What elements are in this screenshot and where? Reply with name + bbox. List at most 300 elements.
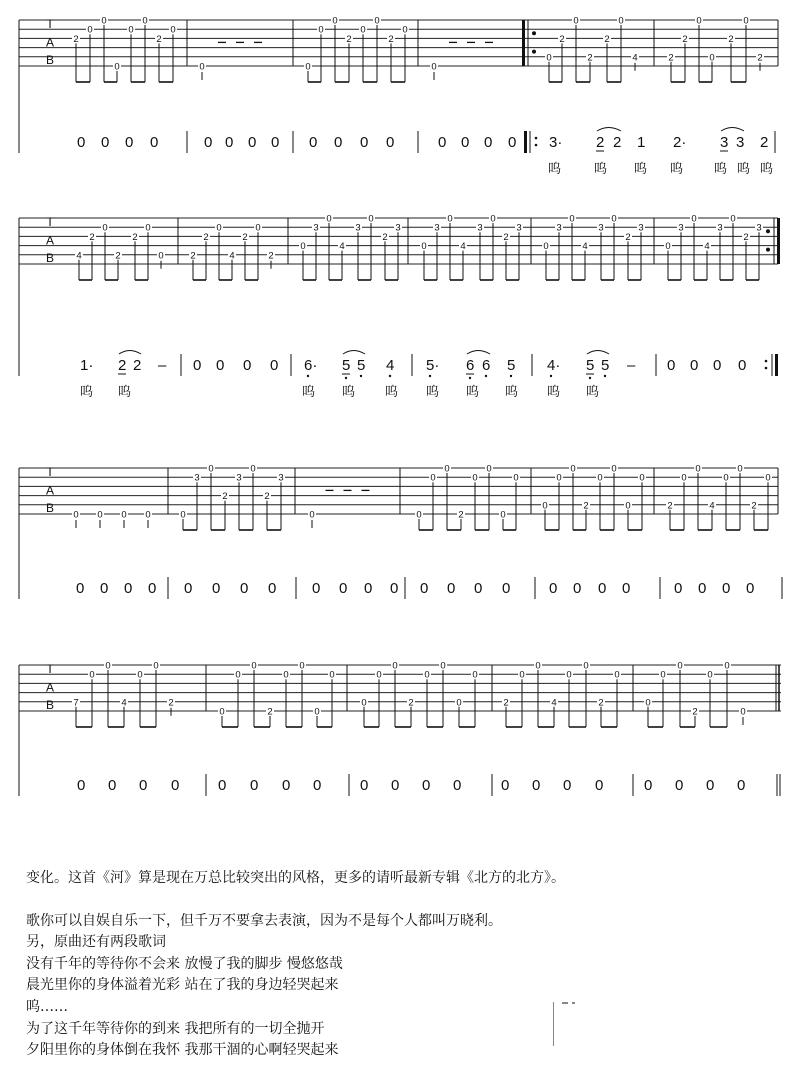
lyric-syllable: 呜 [302,384,316,399]
jianpu-note: 0 [334,134,343,151]
jianpu-note: 0 [309,134,318,151]
lower-octave-dot [604,375,606,377]
fret-number: 0 [570,463,576,475]
tab-clef-letter: A [45,233,55,248]
jianpu-note: 0 [124,580,133,597]
fret-number: 0 [318,24,324,36]
fret-number: 0 [332,15,338,27]
tab-measure-2 [218,660,336,727]
repeat-end-thick-bar [777,218,780,264]
fret-number: 0 [444,463,450,475]
lyrics-line-4: 为了这千年等待你的到来 我把所有的一切全抛开 [26,1020,325,1037]
fret-number: 0 [618,15,624,27]
jianpu-note: 0 [644,777,653,794]
scan-artifact-dash [572,1002,575,1004]
jianpu-note: 0 [268,580,277,597]
jianpu-note: 0 [364,580,373,597]
fret-number: 3 [278,472,284,484]
fret-number: 0 [121,509,127,521]
lower-octave-dot [389,375,391,377]
fret-number: 2 [222,491,228,503]
fret-number: 0 [611,463,617,475]
tab-measure-1 [72,15,177,82]
fret-number: 3 [516,222,522,234]
jianpu-note: 0 [108,777,117,794]
fret-number: 2 [382,231,388,243]
fret-number: 3 [638,222,644,234]
jianpu-note: 0 [722,580,731,597]
lower-octave-dot [429,375,431,377]
notes-line-extra-lyrics-heading: 另，原曲还有两段歌词 [26,934,166,951]
fret-number: 4 [704,241,710,253]
jianpu-note: 0 [532,777,541,794]
fret-number: 0 [472,669,478,681]
system-1 [19,15,778,176]
system-4 [19,660,781,796]
tie-arc [587,351,609,355]
fret-number: 0 [645,697,651,709]
jianpu-note: 6 [482,357,491,374]
fret-number: 0 [73,509,79,521]
tie-arc [721,128,744,132]
fret-number: 4 [632,52,638,64]
tab-measure-5 [644,660,747,727]
jianpu-note: 0 [240,580,249,597]
jianpu-note: 0 [218,777,227,794]
tab-clef-letter: B [45,53,55,67]
fret-number: 0 [447,213,453,225]
fret-number: 0 [724,660,730,672]
fret-number: 2 [115,250,121,262]
fret-number: 4 [229,250,235,262]
jianpu-note: 2 [118,357,127,374]
lyric-syllable: 呜 [586,384,600,399]
fret-number: 0 [665,241,671,253]
jianpu-note: 0 [100,580,109,597]
fret-number: 3 [236,472,242,484]
tab-clef-letter: B [45,251,55,265]
jianpu-note: 1· [80,357,94,374]
fret-number: 2 [503,697,509,709]
jianpu-note: 0 [713,357,722,374]
fret-number: 0 [180,509,186,521]
jianpu-note: 0 [171,777,180,794]
jianpu-note: 0 [282,777,291,794]
fret-number: 0 [235,669,241,681]
fret-number: 0 [153,660,159,672]
lyrics-line-2: 晨光里你的身体溢着光彩 站在了我的身边轻哭起来 [26,977,339,994]
jianpu-note: 0 [698,580,707,597]
fret-number: 2 [458,509,464,521]
lyric-syllable: 呜 [80,384,94,399]
lyric-syllable: 呜 [505,384,519,399]
lyric-syllable: 呜 [594,161,608,176]
jianpu-note: 0 [270,357,279,374]
lower-octave-dot [485,375,487,377]
jianpu-repeat-bar [524,131,527,153]
fret-number: 0 [542,500,548,512]
tab-measure-6 [667,15,764,82]
jianpu-note: 0 [484,134,493,151]
fret-number: 0 [250,463,256,475]
fret-number: 0 [546,52,552,64]
fret-number: 3 [194,472,200,484]
jianpu-note: 5 [507,357,516,374]
fret-number: 0 [614,669,620,681]
lyric-syllable: 呜 [118,384,132,399]
jianpu-note: 0 [271,134,280,151]
fret-number: 3 [355,222,361,234]
fret-number: 2 [757,52,763,64]
jianpu-note: 5 [601,357,610,374]
fret-number: 2 [587,52,593,64]
jianpu-note: – [627,357,636,374]
tab-clef-letter: B [45,501,55,515]
jianpu-note: 0 [390,580,399,597]
fret-number: 2 [267,706,273,718]
fret-number: 0 [535,660,541,672]
fret-number: 0 [583,660,589,672]
jianpu-note: 0 [461,134,470,151]
fret-number: 2 [751,500,757,512]
jianpu-note: 0 [438,134,447,151]
fret-number: 2 [692,706,698,718]
fret-number: 2 [346,33,352,45]
notes-line-disclaimer: 歌你可以自娱自乐一下，但千万不要拿去表演，因为不是每个人都叫万晓利。 [26,912,502,929]
fret-number: 2 [668,52,674,64]
lyric-syllable: 呜 [634,161,648,176]
fret-number: 0 [199,61,205,73]
fret-number: 0 [695,463,701,475]
fret-number: 0 [101,15,107,27]
jianpu-note: 0 [204,134,213,151]
repeat-start-thick-bar [522,20,525,66]
tab-clef-letter: T [46,465,54,480]
jianpu-note: 0 [101,134,110,151]
fret-number: 0 [743,15,749,27]
fret-number: 0 [709,52,715,64]
fret-number: 0 [255,222,261,234]
jianpu-note: 0 [690,357,699,374]
fret-number: 3 [313,222,319,234]
jianpu-row [80,351,778,400]
jianpu-note: 0 [622,580,631,597]
repeat-dot [765,360,768,363]
tab-clef-letter: T [46,17,54,32]
jianpu-note: 0 [453,777,462,794]
fret-number: 0 [374,15,380,27]
fret-number: 4 [76,250,82,262]
jianpu-note: 0 [675,777,684,794]
jianpu-note: 0 [386,134,395,151]
fret-number: 2 [168,697,174,709]
jianpu-note: 0 [563,777,572,794]
tab-measure-1 [75,222,165,280]
fret-number: 0 [251,660,257,672]
fret-number: 0 [730,213,736,225]
tab-measure-5 [545,15,639,82]
fret-number: 0 [158,250,164,262]
tab-clef-letter: B [45,698,55,712]
fret-number: 0 [765,472,771,484]
system-2 [19,213,780,399]
fret-number: 0 [737,463,743,475]
fret-number: 0 [431,61,437,73]
tab-measure-3 [360,660,479,727]
jianpu-repeat-bar [775,354,778,376]
jianpu-note: 0 [391,777,400,794]
jianpu-note: 1 [637,134,646,151]
jianpu-note: 0 [737,777,746,794]
fret-number: 0 [486,463,492,475]
fret-number: 4 [551,697,557,709]
fret-number: 3 [598,222,604,234]
jianpu-row [76,577,782,599]
lyric-syllable: 呜 [547,384,561,399]
fret-number: 0 [625,500,631,512]
fret-number: 0 [329,669,335,681]
jianpu-note: 0 [313,777,322,794]
jianpu-note: 0 [422,777,431,794]
fret-number: 0 [513,472,519,484]
lower-octave-dot [360,375,362,377]
repeat-dot [766,229,770,233]
fret-number: 3 [477,222,483,234]
fret-number: 2 [625,231,631,243]
jianpu-note: 3 [720,134,729,151]
lyrics-line-3: 呜…… [26,998,68,1015]
jianpu-note: 0 [248,134,257,151]
jianpu-note: 5· [426,357,440,374]
fret-number: 0 [216,222,222,234]
jianpu-note: 0 [360,777,369,794]
fret-number: 4 [339,241,345,253]
fret-number: 0 [421,241,427,253]
lower-octave-dot [345,377,347,379]
lyrics-line-5: 夕阳里你的身体倒在我怀 我那干涸的心啊轻哭起来 [26,1042,339,1059]
fret-number: 0 [696,15,702,27]
fret-number: 0 [573,15,579,27]
jianpu-note: 0 [595,777,604,794]
jianpu-note: 0 [339,580,348,597]
fret-number: 3 [678,222,684,234]
fret-number: 0 [208,463,214,475]
tab-measure-3 [299,213,402,280]
fret-number: 0 [114,61,120,73]
repeat-dot [532,50,536,54]
tab-measure-2 [189,222,275,280]
fret-number: 0 [145,509,151,521]
fret-number: 0 [472,472,478,484]
jianpu-note: 2· [673,134,687,151]
jianpu-row [77,128,775,177]
jianpu-note: 0 [746,580,755,597]
jianpu-note: 2 [596,134,605,151]
jianpu-note: 0 [706,777,715,794]
fret-number: 0 [170,24,176,36]
fret-number: 3 [756,222,762,234]
paragraph-gap [26,890,786,911]
tab-clef-letter: T [46,215,54,230]
jianpu-note: 0 [148,580,157,597]
fret-number: 0 [309,509,315,521]
jianpu-note: 0 [243,357,252,374]
fret-number: 0 [142,15,148,27]
fret-number: 2 [73,33,79,45]
fret-number: 2 [89,231,95,243]
fret-number: 4 [460,241,466,253]
fret-number: 0 [376,669,382,681]
repeat-dot [765,367,768,370]
jianpu-note: 6· [304,357,318,374]
fret-number: 0 [368,213,374,225]
jianpu-note: 0 [508,134,517,151]
repeat-dot [535,144,538,147]
jianpu-note: – [158,357,167,374]
fret-number: 0 [424,669,430,681]
fret-number: 0 [326,213,332,225]
fret-number: 0 [102,222,108,234]
jianpu-note: 0 [501,777,510,794]
lyric-syllable: 呜 [548,161,562,176]
jianpu-note: 6 [466,357,475,374]
jianpu-note: 0 [76,580,85,597]
fret-number: 0 [723,472,729,484]
jianpu-note: 0 [77,777,86,794]
lyric-syllable: 呜 [760,161,774,176]
tie-arc [119,351,141,355]
tab-clef-letter: T [46,662,54,677]
lyric-syllable: 呜 [385,384,399,399]
jianpu-note: 5 [586,357,595,374]
fret-number: 0 [566,669,572,681]
jianpu-note: 2 [133,357,142,374]
fret-number: 0 [128,24,134,36]
repeat-dot [532,31,536,35]
scan-artifact-line [553,1002,554,1046]
tab-measure-2 [179,463,285,530]
fret-number: 0 [456,697,462,709]
jianpu-note: 0 [250,777,259,794]
system-3 [19,463,782,599]
fret-number: 4 [582,241,588,253]
fret-number: 4 [121,697,127,709]
fret-number: 2 [583,500,589,512]
fret-number: 2 [264,491,270,503]
fret-number: 0 [89,669,95,681]
fret-number: 0 [283,669,289,681]
fret-number: 0 [597,472,603,484]
jianpu-note: 3 [736,134,745,151]
jianpu-note: 0 [674,580,683,597]
jianpu-note: 0 [667,357,676,374]
fret-number: 2 [728,33,734,45]
jianpu-note: 0 [212,580,221,597]
fret-number: 2 [268,250,274,262]
jianpu-note: 0 [598,580,607,597]
tie-arc [343,351,365,355]
jianpu-note: 2 [760,134,769,151]
jianpu-note: 5 [357,357,366,374]
fret-number: 0 [145,222,151,234]
fret-number: 0 [137,669,143,681]
fret-number: 0 [707,669,713,681]
fret-number: 3 [556,222,562,234]
jianpu-note: 0 [184,580,193,597]
tab-measure-5 [542,213,645,280]
tab-measure-1 [72,660,175,727]
fret-number: 0 [97,509,103,521]
jianpu-note: 2 [613,134,622,151]
fret-number: 0 [681,472,687,484]
fret-number: 2 [598,697,604,709]
jianpu-note: 0 [447,580,456,597]
fret-number: 0 [360,24,366,36]
fret-number: 0 [392,660,398,672]
lower-octave-dot [589,377,591,379]
lower-octave-dot [469,377,471,379]
jianpu-note: 0 [474,580,483,597]
fret-number: 2 [682,33,688,45]
tab-measure-5 [541,463,646,530]
fret-number: 0 [569,213,575,225]
fret-number: 2 [743,231,749,243]
fret-number: 0 [519,669,525,681]
tab-measure-4 [502,660,621,727]
lyric-syllable: 呜 [670,161,684,176]
fret-number: 0 [660,669,666,681]
fret-number: 0 [300,241,306,253]
tab-clef-letter: A [45,680,55,695]
fret-number: 2 [604,33,610,45]
fret-number: 0 [402,24,408,36]
jianpu-note: 3· [549,134,563,151]
fret-number: 0 [677,660,683,672]
lyric-syllable: 呜 [714,161,728,176]
fret-number: 0 [611,213,617,225]
jianpu-note: 0 [549,580,558,597]
fret-number: 0 [556,472,562,484]
jianpu-note: 0 [738,357,747,374]
fret-number: 2 [503,231,509,243]
lower-octave-dot [550,375,552,377]
fret-number: 2 [242,231,248,243]
fret-number: 0 [740,706,746,718]
tie-arc [597,128,621,132]
tab-measure-4 [415,463,520,530]
fret-number: 0 [691,213,697,225]
tab-measure-6 [664,213,763,280]
jianpu-note: 0 [77,134,86,151]
fret-number: 0 [416,509,422,521]
fret-number: 2 [203,231,209,243]
lyrics-line-1: 没有千年的等待你不会来 放慢了我的脚步 慢悠悠哉 [26,955,343,972]
fret-number: 0 [430,472,436,484]
scan-artifact-dash [562,1002,568,1004]
repeat-dot [535,137,538,140]
fret-number: 2 [408,697,414,709]
fret-number: 0 [440,660,446,672]
jianpu-note: 5 [342,357,351,374]
lower-octave-dot [510,375,512,377]
fret-number: 0 [543,241,549,253]
jianpu-note: 4· [547,357,561,374]
jianpu-note: 0 [360,134,369,151]
lyric-syllable: 呜 [426,384,440,399]
fret-number: 0 [219,706,225,718]
tab-clef-letter: A [45,483,55,498]
lyric-syllable: 呜 [342,384,356,399]
